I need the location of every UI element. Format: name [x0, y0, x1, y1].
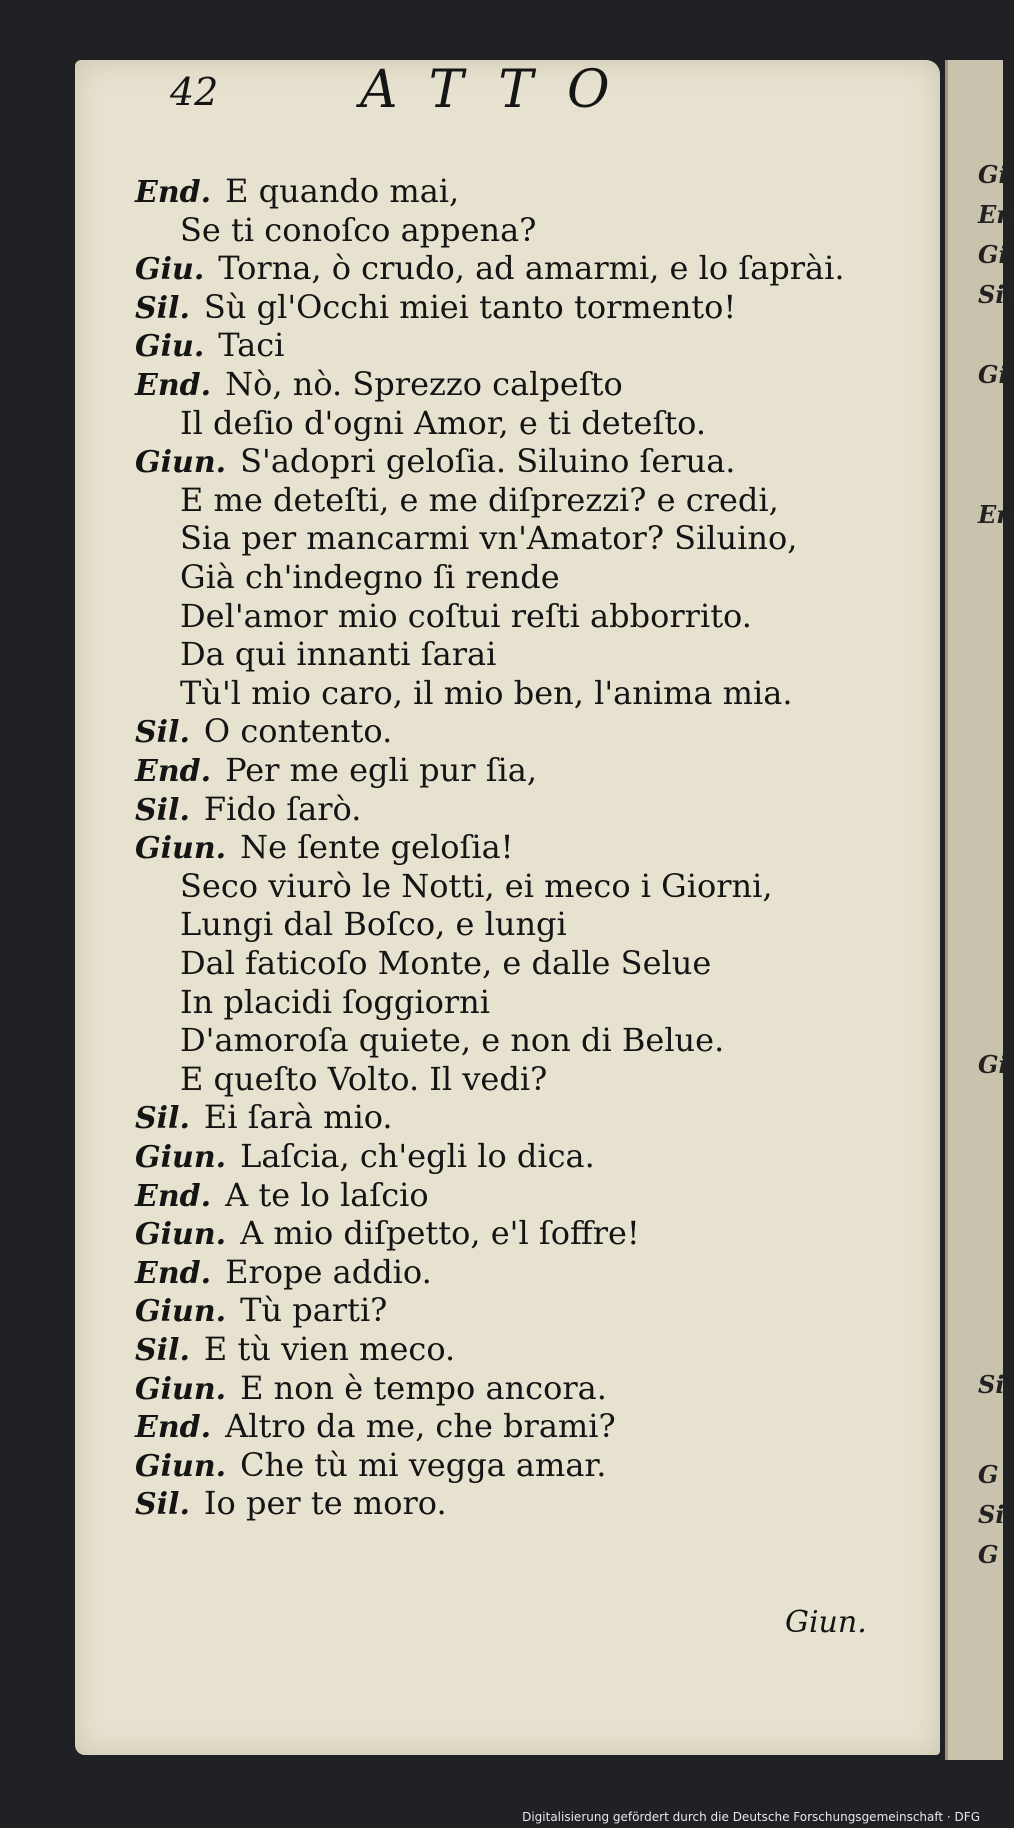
- dialogue-line: [180, 558, 560, 598]
- line-text: Dal faticoſo Monte, e dalle Selue: [180, 944, 712, 982]
- dialogue-line: [135, 712, 392, 752]
- edge-glyph: Gi: [978, 360, 1008, 389]
- catchword: Giun.: [785, 1605, 867, 1640]
- line-text: Che tù mi vegga amar.: [240, 1445, 607, 1484]
- edge-glyph: Si: [978, 1500, 1005, 1529]
- dialogue-line: [135, 1098, 393, 1138]
- line-text: Io per te moro.: [203, 1484, 447, 1523]
- dialogue-line: [180, 1021, 724, 1061]
- dialogue-line: [135, 249, 845, 289]
- line-text: Altro da me, che brami?: [225, 1407, 616, 1446]
- adjacent-page-edge: [945, 60, 1014, 1760]
- line-text: D'amoroſa quiete, e non di Belue.: [180, 1021, 725, 1060]
- line-text: Ei ſarà mio.: [203, 1098, 393, 1137]
- line-text: E queſto Volto. Il vedi?: [180, 1059, 548, 1098]
- line-text: E quando mai,: [225, 172, 460, 210]
- dialogue-line: [135, 172, 459, 212]
- line-text: Tù'l mio caro, il mio ben, l'anima mia.: [180, 673, 793, 712]
- line-text: Del'amor mio coſtui reſti abborrito.: [180, 596, 752, 635]
- dialogue-line: [135, 1253, 432, 1293]
- dialogue-line: [135, 1214, 640, 1254]
- line-text: Nò, nò. Sprezzo calpeſto: [225, 365, 623, 403]
- speaker-label: Giun.: [135, 831, 227, 867]
- speaker-label: Giun.: [135, 1448, 227, 1484]
- speaker-label: Giun.: [135, 445, 227, 481]
- dialogue-line: [180, 211, 536, 251]
- line-text: Già ch'indegno ſi rende: [180, 558, 560, 596]
- line-text: Lungi dal Boſco, e lungi: [180, 905, 567, 944]
- speaker-label: Giu.: [135, 329, 205, 365]
- speaker-label: Giun.: [135, 1140, 227, 1175]
- line-text: Laſcia, ch'egli lo dica.: [240, 1137, 595, 1175]
- speaker-label: End.: [135, 175, 212, 210]
- line-text: O contento.: [203, 712, 393, 751]
- dialogue-line: [180, 481, 779, 521]
- line-text: Fido ſarò.: [203, 789, 362, 828]
- edge-glyph: G: [978, 1460, 999, 1489]
- dialogue-line: [180, 1060, 547, 1100]
- dialogue-line: [180, 635, 496, 675]
- dialogue-line: [180, 944, 711, 984]
- dialogue-line: [135, 1446, 606, 1486]
- line-text: Ne ſente geloſia!: [240, 828, 514, 867]
- line-text: Se ti conoſco appena?: [180, 210, 537, 249]
- speaker-label: Sil.: [135, 1333, 190, 1368]
- dialogue-line: [135, 1330, 455, 1370]
- line-text: Il deſio d'ogni Amor, e ti deteſto.: [180, 403, 707, 442]
- dialogue-line: [180, 404, 706, 444]
- dialogue-line: [135, 365, 623, 405]
- speaker-label: Giun.: [135, 1371, 227, 1407]
- edge-glyph: G: [978, 1540, 999, 1569]
- dialogue-line: [180, 905, 567, 945]
- dialogue-line: [135, 1137, 595, 1177]
- line-text: E non è tempo ancora.: [240, 1368, 607, 1407]
- dialogue-line: [135, 1176, 429, 1216]
- dialogue-line: [135, 1484, 447, 1524]
- edge-glyph: Gi: [978, 240, 1008, 269]
- footer-credit: Digitalisierung gefördert durch die Deutsche Forschungsgemeinschaft · DFG: [522, 1810, 980, 1824]
- line-text: Taci: [218, 326, 285, 365]
- dialogue-line: [180, 519, 797, 559]
- dialogue-line: [135, 1369, 607, 1409]
- speaker-label: Sil.: [135, 1487, 190, 1523]
- dialogue-line: [135, 326, 284, 366]
- line-text: Sia per mancarmi vn'Amator? Siluino,: [180, 519, 798, 558]
- speaker-label: Giu.: [135, 252, 205, 288]
- speaker-label: Giun.: [135, 1294, 227, 1330]
- speaker-label: Sil.: [135, 1101, 190, 1137]
- line-text: Torna, ò crudo, ad amarmi, e lo ſaprài.: [218, 249, 845, 288]
- dialogue-line: [135, 1291, 387, 1331]
- edge-glyph: Gi: [978, 160, 1008, 189]
- line-text: Sù gl'Occhi miei tanto tormento!: [203, 287, 737, 326]
- act-title: ATTO: [360, 60, 644, 120]
- dialogue-line: [180, 597, 752, 637]
- line-text: In placidi ſoggiorni: [180, 982, 490, 1021]
- speaker-label: End.: [135, 754, 212, 789]
- speaker-label: End.: [135, 368, 212, 403]
- edge-glyph: Sil: [978, 280, 1014, 309]
- line-text: A te lo laſcio: [225, 1175, 429, 1214]
- dialogue-line: [135, 288, 736, 328]
- line-text: Tù parti?: [240, 1291, 388, 1330]
- speaker-label: Giun.: [135, 1217, 227, 1253]
- dialogue-line: [135, 751, 537, 791]
- speaker-label: End.: [135, 1255, 212, 1291]
- line-text: A mio diſpetto, e'l ſoffre!: [240, 1214, 640, 1253]
- line-text: E me deteſti, e me diſprezzi? e credi,: [180, 480, 779, 519]
- line-text: Da qui innanti ſarai: [180, 635, 497, 674]
- line-text: S'adopri geloſia. Siluino ſerua.: [240, 442, 736, 481]
- dialogue-line: [180, 983, 490, 1023]
- dialogue-line: [135, 828, 514, 868]
- dialogue-line: [180, 674, 792, 714]
- page-number: 42: [170, 70, 219, 114]
- line-text: Seco viurò le Notti, ei meco i Giorni,: [180, 866, 773, 905]
- dialogue-line: [135, 790, 361, 830]
- line-text: Per me egli pur ſia,: [225, 751, 538, 789]
- line-text: Erope addio.: [225, 1252, 432, 1291]
- speaker-label: Sil.: [135, 290, 190, 326]
- edge-glyph: En: [978, 500, 1014, 529]
- edge-glyph: Gi: [978, 1050, 1008, 1079]
- speaker-label: Sil.: [135, 792, 190, 828]
- edge-glyph: En: [978, 200, 1014, 229]
- speaker-label: End.: [135, 1410, 212, 1446]
- line-text: E tù vien meco.: [203, 1330, 456, 1368]
- speaker-label: End.: [135, 1178, 212, 1214]
- dialogue-line: [135, 1407, 616, 1447]
- dialogue-line: [135, 442, 735, 482]
- edge-glyph: Si: [978, 1370, 1005, 1399]
- dialogue-line: [180, 867, 773, 907]
- speaker-label: Sil.: [135, 715, 190, 751]
